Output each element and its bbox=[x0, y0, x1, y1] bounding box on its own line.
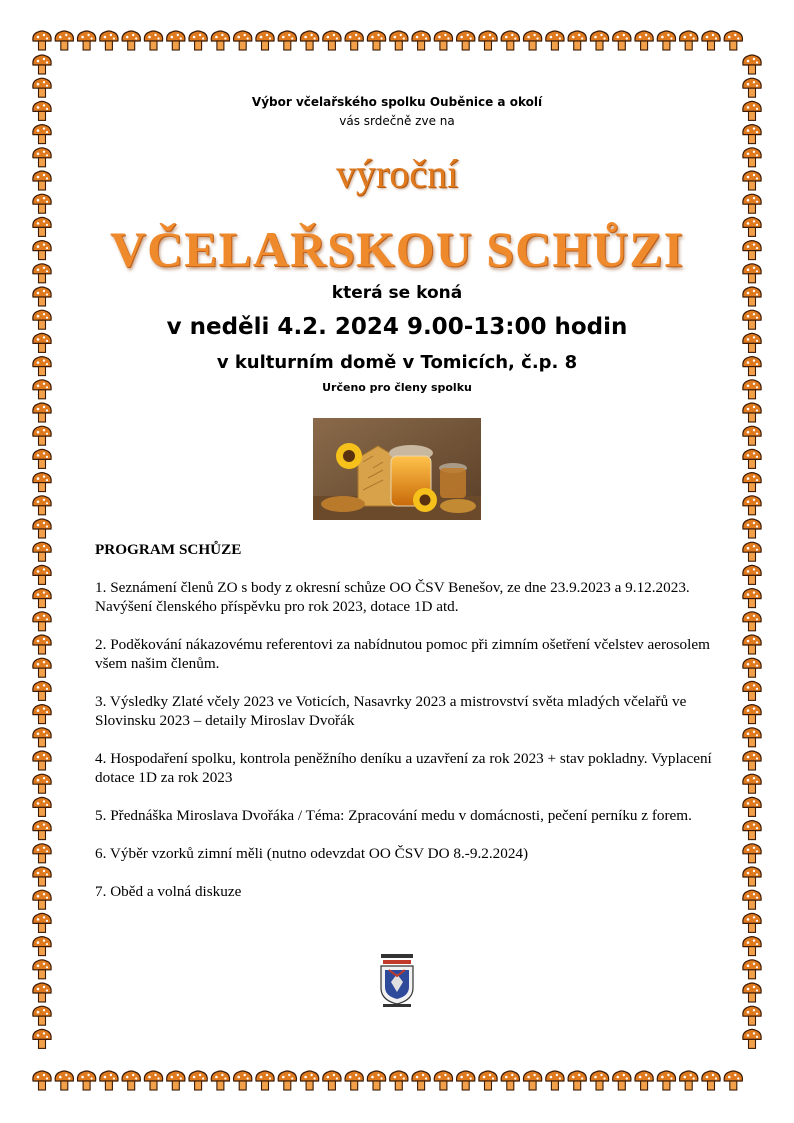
invite-line: vás srdečně zve na bbox=[339, 114, 455, 128]
program-item: 2. Poděkování nákazovému referentovi za nabídnutou pomoc při zimním ošetření včelstev aerosolem všem našim členům. bbox=[95, 636, 710, 672]
event-place: v kulturním domě v Tomicích, č.p. 8 bbox=[216, 352, 578, 373]
program-item: 6. Výběr vzorků zimní měli (nutno odevzdat OO ČSV DO 8.-9.2.2024) bbox=[95, 845, 529, 862]
club-crest-icon bbox=[375, 952, 419, 1008]
program-heading: PROGRAM SCHŮZE bbox=[95, 541, 242, 558]
program-item: 3. Výsledky Zlaté včely 2023 ve Voticích, Nasavrky 2023 a mistrovství světa mladých včelařů ve Slovinsku 2023 – detaily Miroslav Dvořák bbox=[95, 693, 687, 729]
program-item: 1. Seznámení členů ZO s body z okresní schůze OO ČSV Benešov, ze dne 23.9.2023 a 9.12.2023. Navýšení členského příspěvku pro rok 2023, dotace 1D atd. bbox=[95, 579, 690, 615]
event-audience: Určeno pro členy spolku bbox=[322, 381, 472, 394]
honey-jar-photo bbox=[313, 418, 481, 520]
program-item: 4. Hospodaření spolku, kontrola peněžního deníku a uzavření za rok 2023 + stav pokladny. Vyplacení dotace 1D za rok 2023 bbox=[95, 750, 712, 786]
program-item: 5. Přednáška Miroslava Dvořáka / Téma: Zpracování medu v domácnosti, pečení perníku z forem. bbox=[95, 807, 692, 824]
title-meeting: VČELAŘSKOU SCHŮZI bbox=[109, 221, 685, 277]
event-intro: která se koná bbox=[331, 283, 463, 303]
title-annual: výroční bbox=[335, 151, 459, 196]
committee-line: Výbor včelařského spolku Ouběnice a okolí bbox=[251, 95, 543, 109]
program-section bbox=[95, 540, 715, 920]
event-date: v neděli 4.2. 2024 9.00-13:00 hodin bbox=[166, 314, 628, 340]
program-item: 7. Oběd a volná diskuze bbox=[95, 883, 242, 900]
invitation-intro bbox=[0, 93, 794, 131]
